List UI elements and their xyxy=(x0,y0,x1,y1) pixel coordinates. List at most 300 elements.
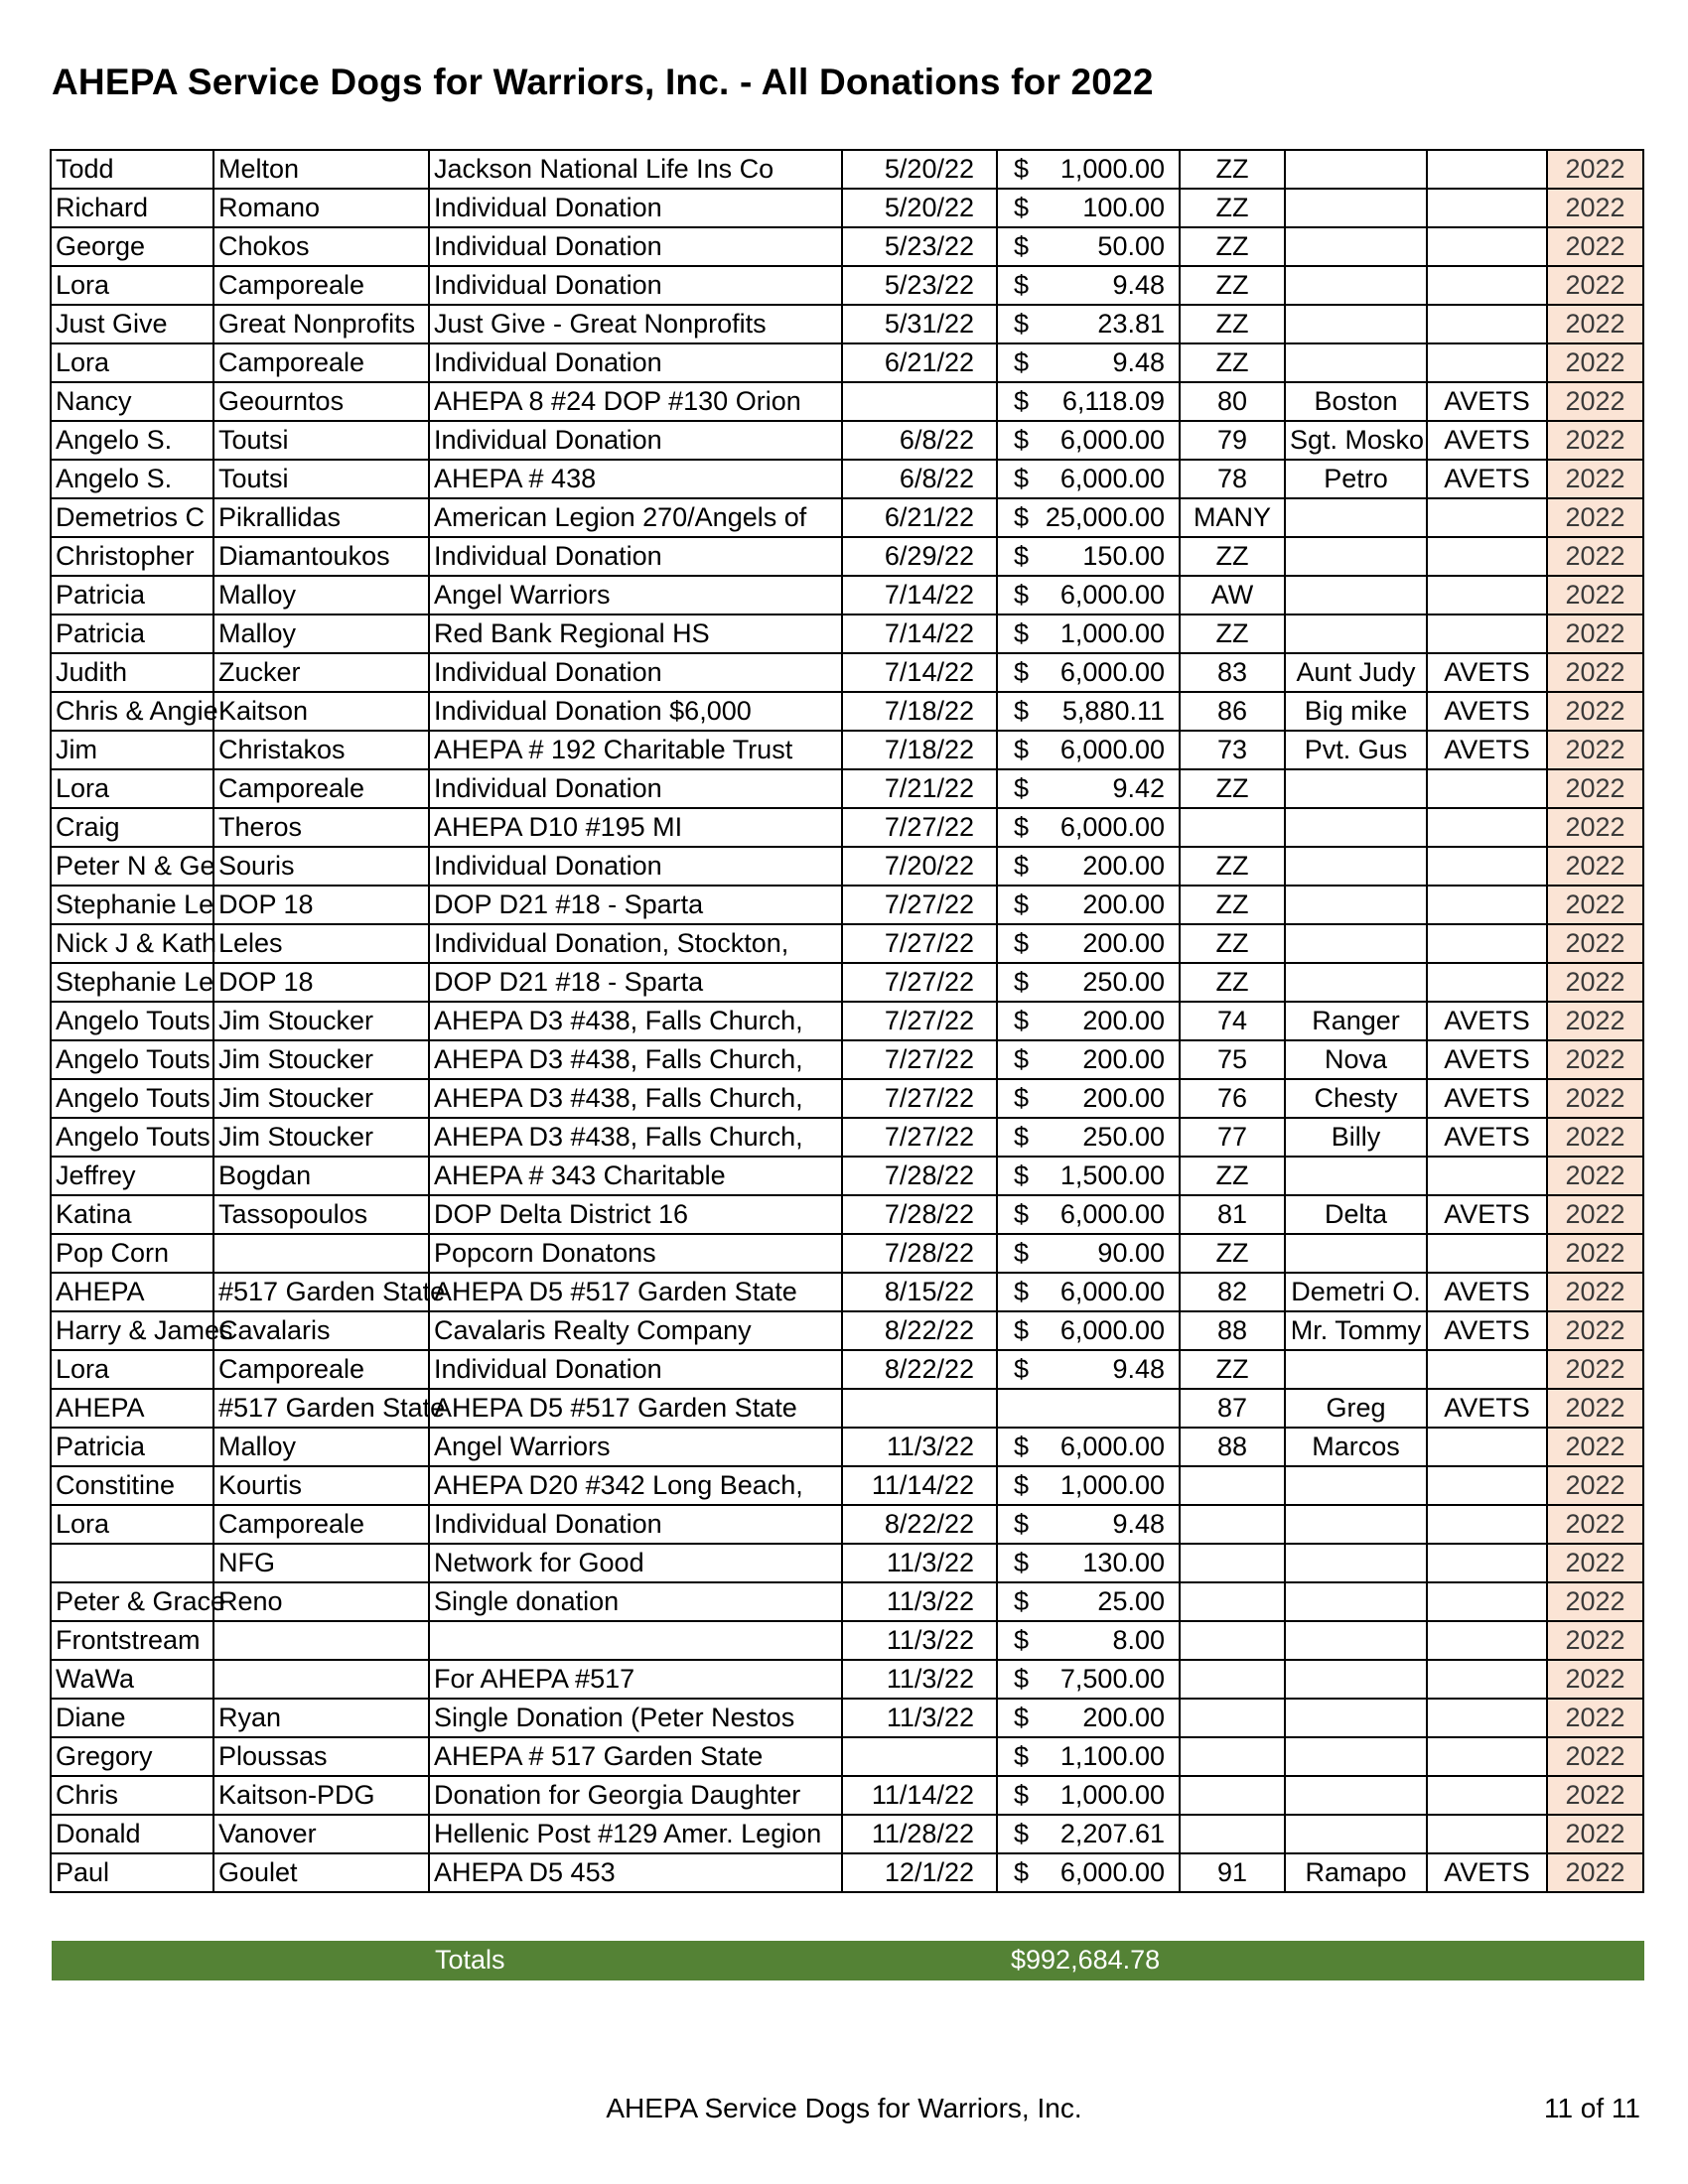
last-name-cell: Toutsi xyxy=(213,421,429,460)
program-cell xyxy=(1427,614,1547,653)
amount-value: 90.00 xyxy=(1097,1238,1165,1268)
program-cell xyxy=(1427,305,1547,343)
amount-value: 200.00 xyxy=(1082,1083,1165,1113)
dog-name-cell xyxy=(1285,1157,1427,1195)
date-cell: 11/3/22 xyxy=(842,1621,997,1660)
organization-cell: Individual Donation xyxy=(429,227,842,266)
date-cell: 7/14/22 xyxy=(842,653,997,692)
year-cell: 2022 xyxy=(1547,692,1643,731)
currency-symbol: $ xyxy=(1014,1122,1030,1152)
table-row xyxy=(51,1389,1643,1428)
currency-symbol: $ xyxy=(1014,1741,1030,1771)
organization-cell: AHEPA D3 #438, Falls Church, xyxy=(429,1118,842,1157)
amount-value: 9.48 xyxy=(1112,347,1165,377)
amount-cell xyxy=(997,769,1180,808)
amount-cell xyxy=(997,1157,1180,1195)
footer-page-number: 11 of 11 xyxy=(1543,2093,1640,2123)
last-name-cell: Camporeale xyxy=(213,1505,429,1544)
footer-org: AHEPA Service Dogs for Warriors, Inc. xyxy=(606,2093,1082,2123)
date-cell: 7/27/22 xyxy=(842,1002,997,1040)
totals-bar xyxy=(52,1941,1644,1980)
date-cell: 11/3/22 xyxy=(842,1660,997,1699)
program-cell: AVETS xyxy=(1427,460,1547,498)
table-row xyxy=(51,227,1643,266)
year-cell: 2022 xyxy=(1547,1389,1643,1428)
table-row xyxy=(51,1350,1643,1389)
last-name-cell: Toutsi xyxy=(213,460,429,498)
organization-cell: Individual Donation xyxy=(429,343,842,382)
dog-name-cell: Marcos xyxy=(1285,1428,1427,1466)
first-name-cell: Judith xyxy=(51,653,213,692)
dog-name-cell: Mr. Tommy xyxy=(1285,1311,1427,1350)
amount-value: 6,000.00 xyxy=(1059,1199,1165,1229)
table-row xyxy=(51,924,1643,963)
amount-cell xyxy=(997,1234,1180,1273)
program-cell: AVETS xyxy=(1427,1118,1547,1157)
currency-symbol: $ xyxy=(1014,1199,1030,1229)
organization-cell: Donation for Georgia Daughter xyxy=(429,1776,842,1815)
year-cell: 2022 xyxy=(1547,808,1643,847)
table-row xyxy=(51,189,1643,227)
date-cell: 11/14/22 xyxy=(842,1466,997,1505)
year-cell: 2022 xyxy=(1547,1853,1643,1892)
date-cell: 5/20/22 xyxy=(842,189,997,227)
donations-table-body xyxy=(51,150,1643,1892)
amount-cell xyxy=(997,227,1180,266)
amount-value: 150.00 xyxy=(1082,541,1165,571)
program-cell xyxy=(1427,1699,1547,1737)
first-name-cell: Pop Corn xyxy=(51,1234,213,1273)
dog-name-cell: Demetri O. xyxy=(1285,1273,1427,1311)
amount-value: 9.48 xyxy=(1112,1509,1165,1539)
last-name-cell: Leles xyxy=(213,924,429,963)
first-name-cell: Lora xyxy=(51,266,213,305)
year-cell: 2022 xyxy=(1547,1157,1643,1195)
amount-value: 6,000.00 xyxy=(1059,1857,1165,1887)
amount-value: 6,000.00 xyxy=(1059,1315,1165,1345)
table-row xyxy=(51,614,1643,653)
last-name-cell: Theros xyxy=(213,808,429,847)
amount-value: 8.00 xyxy=(1112,1625,1165,1655)
amount-cell xyxy=(997,1776,1180,1815)
first-name-cell: George xyxy=(51,227,213,266)
dog-name-cell: Petro xyxy=(1285,460,1427,498)
dog-name-cell: Chesty xyxy=(1285,1079,1427,1118)
last-name-cell: Romano xyxy=(213,189,429,227)
amount-cell xyxy=(997,1195,1180,1234)
dog-name-cell: Ramapo xyxy=(1285,1853,1427,1892)
code-cell xyxy=(1180,1660,1285,1699)
first-name-cell: Jeffrey xyxy=(51,1157,213,1195)
dog-name-cell: Greg xyxy=(1285,1389,1427,1428)
amount-value: 200.00 xyxy=(1082,1703,1165,1732)
table-row xyxy=(51,1157,1643,1195)
amount-value: 7,500.00 xyxy=(1059,1664,1165,1694)
first-name-cell: Constitine xyxy=(51,1466,213,1505)
program-cell xyxy=(1427,1466,1547,1505)
last-name-cell: Goulet xyxy=(213,1853,429,1892)
last-name-cell: NFG xyxy=(213,1544,429,1582)
code-cell: AW xyxy=(1180,576,1285,614)
currency-symbol: $ xyxy=(1014,657,1030,687)
first-name-cell: Angelo S. xyxy=(51,460,213,498)
year-cell: 2022 xyxy=(1547,769,1643,808)
dog-name-cell xyxy=(1285,305,1427,343)
organization-cell: Single Donation (Peter Nestos xyxy=(429,1699,842,1737)
table-row xyxy=(51,343,1643,382)
organization-cell xyxy=(429,1621,842,1660)
currency-symbol: $ xyxy=(1014,618,1030,648)
date-cell: 8/22/22 xyxy=(842,1311,997,1350)
year-cell: 2022 xyxy=(1547,576,1643,614)
organization-cell: Individual Donation $6,000 xyxy=(429,692,842,731)
program-cell xyxy=(1427,1815,1547,1853)
organization-cell: AHEPA # 343 Charitable xyxy=(429,1157,842,1195)
amount-cell xyxy=(997,1815,1180,1853)
date-cell: 6/29/22 xyxy=(842,537,997,576)
dog-name-cell xyxy=(1285,1350,1427,1389)
currency-symbol: $ xyxy=(1014,1044,1030,1074)
year-cell: 2022 xyxy=(1547,1466,1643,1505)
dog-name-cell: Big mike xyxy=(1285,692,1427,731)
year-cell: 2022 xyxy=(1547,1544,1643,1582)
date-cell: 7/14/22 xyxy=(842,576,997,614)
table-row xyxy=(51,1118,1643,1157)
code-cell xyxy=(1180,1621,1285,1660)
program-cell: AVETS xyxy=(1427,1311,1547,1350)
dog-name-cell xyxy=(1285,1737,1427,1776)
first-name-cell: Angelo Touts xyxy=(51,1040,213,1079)
date-cell: 5/20/22 xyxy=(842,150,997,189)
year-cell: 2022 xyxy=(1547,343,1643,382)
code-cell xyxy=(1180,1505,1285,1544)
dog-name-cell xyxy=(1285,847,1427,886)
amount-value: 200.00 xyxy=(1082,928,1165,958)
program-cell xyxy=(1427,1234,1547,1273)
table-row xyxy=(51,653,1643,692)
year-cell: 2022 xyxy=(1547,305,1643,343)
program-cell xyxy=(1427,847,1547,886)
code-cell: 78 xyxy=(1180,460,1285,498)
currency-symbol: $ xyxy=(1014,154,1030,184)
code-cell: ZZ xyxy=(1180,150,1285,189)
amount-cell xyxy=(997,537,1180,576)
date-cell: 7/27/22 xyxy=(842,1040,997,1079)
table-row xyxy=(51,1195,1643,1234)
amount-cell xyxy=(997,924,1180,963)
first-name-cell: Chris & Angie xyxy=(51,692,213,731)
code-cell: 75 xyxy=(1180,1040,1285,1079)
dog-name-cell xyxy=(1285,227,1427,266)
first-name-cell: Peter N & Ge xyxy=(51,847,213,886)
program-cell: AVETS xyxy=(1427,653,1547,692)
last-name-cell: Malloy xyxy=(213,1428,429,1466)
organization-cell: AHEPA D5 #517 Garden State xyxy=(429,1389,842,1428)
organization-cell: AHEPA 8 #24 DOP #130 Orion xyxy=(429,382,842,421)
last-name-cell: Camporeale xyxy=(213,1350,429,1389)
amount-cell xyxy=(997,150,1180,189)
code-cell: ZZ xyxy=(1180,614,1285,653)
year-cell: 2022 xyxy=(1547,614,1643,653)
currency-symbol: $ xyxy=(1014,928,1030,958)
table-row xyxy=(51,1505,1643,1544)
amount-cell xyxy=(997,963,1180,1002)
first-name-cell: Donald xyxy=(51,1815,213,1853)
currency-symbol: $ xyxy=(1014,541,1030,571)
last-name-cell: Jim Stoucker xyxy=(213,1002,429,1040)
dog-name-cell xyxy=(1285,1621,1427,1660)
year-cell: 2022 xyxy=(1547,150,1643,189)
organization-cell: Angel Warriors xyxy=(429,576,842,614)
last-name-cell: Kourtis xyxy=(213,1466,429,1505)
amount-cell xyxy=(997,1118,1180,1157)
organization-cell: AHEPA # 192 Charitable Trust xyxy=(429,731,842,769)
code-cell: MANY xyxy=(1180,498,1285,537)
dog-name-cell xyxy=(1285,614,1427,653)
first-name-cell: Stephanie Le xyxy=(51,886,213,924)
currency-symbol: $ xyxy=(1014,851,1030,881)
amount-cell xyxy=(997,305,1180,343)
amount-cell xyxy=(997,692,1180,731)
date-cell: 7/28/22 xyxy=(842,1195,997,1234)
currency-symbol: $ xyxy=(1014,1083,1030,1113)
currency-symbol: $ xyxy=(1014,1354,1030,1384)
currency-symbol: $ xyxy=(1014,1819,1030,1848)
date-cell: 6/8/22 xyxy=(842,460,997,498)
first-name-cell: Patricia xyxy=(51,1428,213,1466)
currency-symbol: $ xyxy=(1014,812,1030,842)
last-name-cell: DOP 18 xyxy=(213,963,429,1002)
table-row xyxy=(51,382,1643,421)
last-name-cell: Tassopoulos xyxy=(213,1195,429,1234)
program-cell xyxy=(1427,227,1547,266)
amount-value: 1,000.00 xyxy=(1059,154,1165,184)
last-name-cell: Jim Stoucker xyxy=(213,1040,429,1079)
organization-cell: AHEPA D3 #438, Falls Church, xyxy=(429,1079,842,1118)
code-cell: ZZ xyxy=(1180,1157,1285,1195)
year-cell: 2022 xyxy=(1547,498,1643,537)
code-cell: 88 xyxy=(1180,1428,1285,1466)
date-cell: 6/21/22 xyxy=(842,343,997,382)
dog-name-cell xyxy=(1285,1466,1427,1505)
last-name-cell xyxy=(213,1660,429,1699)
program-cell: AVETS xyxy=(1427,1853,1547,1892)
organization-cell: Individual Donation xyxy=(429,1505,842,1544)
date-cell: 5/23/22 xyxy=(842,266,997,305)
program-cell xyxy=(1427,963,1547,1002)
amount-cell xyxy=(997,886,1180,924)
last-name-cell: DOP 18 xyxy=(213,886,429,924)
first-name-cell xyxy=(51,1544,213,1582)
dog-name-cell xyxy=(1285,498,1427,537)
organization-cell: Individual Donation xyxy=(429,1350,842,1389)
dog-name-cell xyxy=(1285,576,1427,614)
dog-name-cell xyxy=(1285,808,1427,847)
table-row xyxy=(51,460,1643,498)
dog-name-cell xyxy=(1285,1776,1427,1815)
amount-cell xyxy=(997,382,1180,421)
amount-cell xyxy=(997,460,1180,498)
program-cell: AVETS xyxy=(1427,382,1547,421)
program-cell xyxy=(1427,266,1547,305)
last-name-cell: Ploussas xyxy=(213,1737,429,1776)
date-cell: 11/28/22 xyxy=(842,1815,997,1853)
date-cell xyxy=(842,1737,997,1776)
donations-table xyxy=(50,149,1644,1893)
program-cell xyxy=(1427,537,1547,576)
last-name-cell: Bogdan xyxy=(213,1157,429,1195)
year-cell: 2022 xyxy=(1547,227,1643,266)
program-cell: AVETS xyxy=(1427,692,1547,731)
table-row xyxy=(51,731,1643,769)
table-row xyxy=(51,576,1643,614)
program-cell xyxy=(1427,1544,1547,1582)
last-name-cell: Reno xyxy=(213,1582,429,1621)
date-cell: 7/14/22 xyxy=(842,614,997,653)
currency-symbol: $ xyxy=(1014,1470,1030,1500)
last-name-cell: Kaitson-PDG xyxy=(213,1776,429,1815)
currency-symbol: $ xyxy=(1014,1857,1030,1887)
code-cell: 81 xyxy=(1180,1195,1285,1234)
currency-symbol: $ xyxy=(1014,270,1030,300)
first-name-cell: Richard xyxy=(51,189,213,227)
year-cell: 2022 xyxy=(1547,1582,1643,1621)
date-cell xyxy=(842,1389,997,1428)
code-cell: 87 xyxy=(1180,1389,1285,1428)
table-row xyxy=(51,266,1643,305)
code-cell: ZZ xyxy=(1180,189,1285,227)
table-row xyxy=(51,498,1643,537)
currency-symbol: $ xyxy=(1014,1509,1030,1539)
dog-name-cell xyxy=(1285,1699,1427,1737)
code-cell: 73 xyxy=(1180,731,1285,769)
table-row xyxy=(51,1079,1643,1118)
last-name-cell: Chokos xyxy=(213,227,429,266)
currency-symbol: $ xyxy=(1014,1432,1030,1461)
currency-symbol: $ xyxy=(1014,889,1030,919)
dog-name-cell xyxy=(1285,537,1427,576)
currency-symbol: $ xyxy=(1014,1548,1030,1577)
year-cell: 2022 xyxy=(1547,1079,1643,1118)
organization-cell: AHEPA D5 453 xyxy=(429,1853,842,1892)
amount-value: 25.00 xyxy=(1097,1586,1165,1616)
year-cell: 2022 xyxy=(1547,421,1643,460)
year-cell: 2022 xyxy=(1547,1311,1643,1350)
amount-cell xyxy=(997,1466,1180,1505)
organization-cell: Individual Donation xyxy=(429,421,842,460)
code-cell: 79 xyxy=(1180,421,1285,460)
first-name-cell: Angelo Touts xyxy=(51,1118,213,1157)
year-cell: 2022 xyxy=(1547,653,1643,692)
year-cell: 2022 xyxy=(1547,886,1643,924)
date-cell: 7/27/22 xyxy=(842,924,997,963)
currency-symbol: $ xyxy=(1014,502,1030,532)
program-cell xyxy=(1427,498,1547,537)
program-cell: AVETS xyxy=(1427,421,1547,460)
code-cell: 91 xyxy=(1180,1853,1285,1892)
amount-cell xyxy=(997,1428,1180,1466)
amount-cell xyxy=(997,653,1180,692)
last-name-cell: Diamantoukos xyxy=(213,537,429,576)
amount-value: 200.00 xyxy=(1082,1044,1165,1074)
currency-symbol: $ xyxy=(1014,696,1030,726)
first-name-cell: Lora xyxy=(51,769,213,808)
table-row xyxy=(51,1853,1643,1892)
amount-value: 5,880.11 xyxy=(1061,696,1165,726)
first-name-cell: Jim xyxy=(51,731,213,769)
amount-value: 23.81 xyxy=(1097,309,1165,339)
organization-cell: Individual Donation xyxy=(429,189,842,227)
year-cell: 2022 xyxy=(1547,460,1643,498)
code-cell: ZZ xyxy=(1180,963,1285,1002)
year-cell: 2022 xyxy=(1547,266,1643,305)
amount-value: 250.00 xyxy=(1082,967,1165,997)
date-cell: 11/3/22 xyxy=(842,1582,997,1621)
program-cell xyxy=(1427,343,1547,382)
currency-symbol: $ xyxy=(1014,1703,1030,1732)
date-cell: 11/3/22 xyxy=(842,1699,997,1737)
date-cell: 7/27/22 xyxy=(842,808,997,847)
code-cell: ZZ xyxy=(1180,886,1285,924)
year-cell: 2022 xyxy=(1547,1776,1643,1815)
totals-label: Totals xyxy=(435,1945,505,1975)
organization-cell: AHEPA # 517 Garden State xyxy=(429,1737,842,1776)
code-cell xyxy=(1180,1582,1285,1621)
dog-name-cell xyxy=(1285,150,1427,189)
amount-value: 6,000.00 xyxy=(1059,580,1165,610)
code-cell: ZZ xyxy=(1180,847,1285,886)
last-name-cell: Camporeale xyxy=(213,343,429,382)
dog-name-cell xyxy=(1285,963,1427,1002)
table-row xyxy=(51,1776,1643,1815)
amount-cell xyxy=(997,1660,1180,1699)
table-row xyxy=(51,305,1643,343)
year-cell: 2022 xyxy=(1547,847,1643,886)
first-name-cell: Just Give xyxy=(51,305,213,343)
first-name-cell: Demetrios C xyxy=(51,498,213,537)
amount-value: 9.48 xyxy=(1112,1354,1165,1384)
year-cell: 2022 xyxy=(1547,189,1643,227)
organization-cell: Popcorn Donatons xyxy=(429,1234,842,1273)
code-cell: ZZ xyxy=(1180,537,1285,576)
amount-cell xyxy=(997,421,1180,460)
code-cell: ZZ xyxy=(1180,769,1285,808)
amount-cell xyxy=(997,1350,1180,1389)
amount-value: 200.00 xyxy=(1082,1006,1165,1035)
code-cell xyxy=(1180,1699,1285,1737)
currency-symbol: $ xyxy=(1014,1277,1030,1306)
date-cell: 7/27/22 xyxy=(842,886,997,924)
last-name-cell: Christakos xyxy=(213,731,429,769)
amount-value: 6,000.00 xyxy=(1059,425,1165,455)
table-row xyxy=(51,1737,1643,1776)
amount-value: 6,000.00 xyxy=(1059,735,1165,764)
amount-cell xyxy=(997,1853,1180,1892)
program-cell: AVETS xyxy=(1427,1273,1547,1311)
amount-cell xyxy=(997,1621,1180,1660)
code-cell xyxy=(1180,1815,1285,1853)
table-row xyxy=(51,1815,1643,1853)
dog-name-cell xyxy=(1285,343,1427,382)
date-cell: 7/27/22 xyxy=(842,1079,997,1118)
program-cell: AVETS xyxy=(1427,731,1547,769)
organization-cell: Cavalaris Realty Company xyxy=(429,1311,842,1350)
table-row xyxy=(51,808,1643,847)
table-row xyxy=(51,847,1643,886)
amount-cell xyxy=(997,808,1180,847)
table-row xyxy=(51,692,1643,731)
amount-value: 2,207.61 xyxy=(1059,1819,1165,1848)
